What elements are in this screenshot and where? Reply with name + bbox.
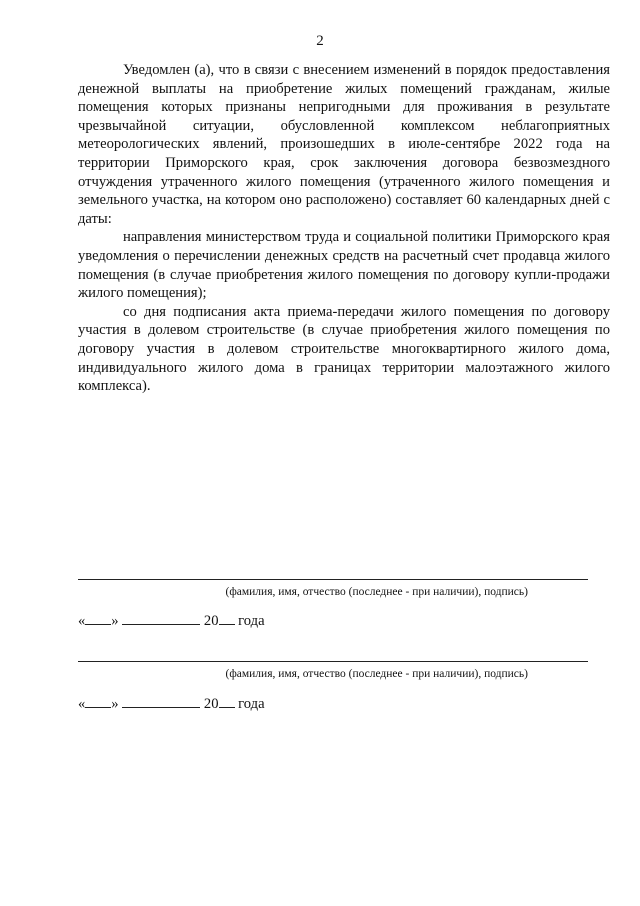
year-blank (219, 612, 235, 625)
signature-caption: (фамилия, имя, отчество (последнее - при наличии), подпись) (225, 586, 528, 598)
signature-line (78, 661, 588, 662)
month-blank (122, 612, 200, 625)
date-open-quote: « (78, 696, 86, 712)
paragraph-acceptance-act: со дня подписания акта приема-передачи жилого помещения по договору участия в долевом строительстве (в случае приобретения жилого помещения по договору участия в долевом строительстве многоквартирного жилого дома, индивидуального жилого дома в границах территории малоэтажного жилого комплекса). (78, 303, 610, 395)
year-prefix: 20 (203, 696, 219, 712)
date-line-1 (78, 612, 265, 630)
date-close-quote: » (111, 613, 119, 629)
year-word: года (238, 613, 265, 629)
day-blank (85, 695, 111, 708)
date-close-quote: » (111, 696, 119, 712)
date-line-2 (78, 695, 265, 713)
day-blank (85, 612, 111, 625)
year-prefix: 20 (203, 613, 219, 629)
year-word: года (238, 696, 265, 712)
page-number: 2 (316, 33, 324, 49)
paragraph-ministry-notification: направления министерством труда и социальной политики Приморского края уведомления о перечислении денежных средств на расчетный счет продавца жилого помещения (в случае приобретения жилого помещения по договору купли-продажи жилого помещения); (78, 229, 610, 302)
date-open-quote: « (78, 613, 86, 629)
signature-block-2 (78, 661, 610, 680)
notice-body (78, 61, 610, 396)
year-blank (219, 695, 235, 708)
paragraph-notice: Уведомлен (а), что в связи с внесением изменений в порядок предоставления денежной выплаты на приобретение жилых помещений гражданам, жилые помещения которых признаны непригодными для проживания в результате чрезвычайной ситуации, обусловленной комплексом неблагоприятных метеорологических явлений, произошедших в июле-сентябре 2022 года на территории Приморского края, срок заключения договора безвозмездного отчуждения утраченного жилого помещения (утраченного жилого помещения и земельного участка, на котором оно расположено) составляет 60 календарных дней с даты: (78, 62, 610, 227)
signature-caption: (фамилия, имя, отчество (последнее - при наличии), подпись) (225, 668, 528, 680)
month-blank (122, 695, 200, 708)
signature-block-1 (78, 579, 610, 598)
signature-line (78, 579, 588, 580)
